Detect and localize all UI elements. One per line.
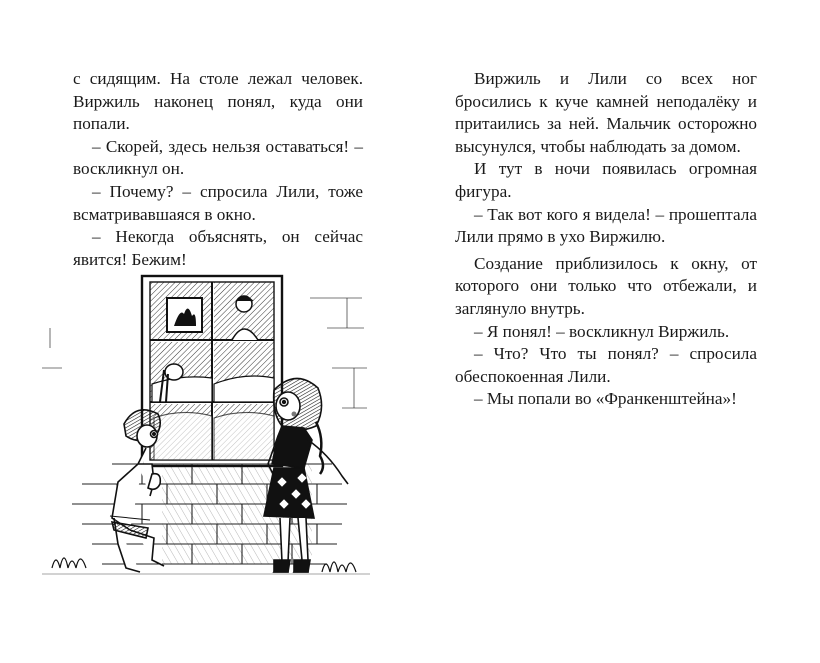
paragraph: И тут в ночи появилась огромная фигура.: [455, 159, 757, 201]
paragraph: – Так вот кого я видела! – прошептала Лили прямо в ухо Виржилю.: [455, 204, 757, 247]
paragraph: – Почему? – спросила Лили, тоже всматривавшаяся в окно.: [73, 181, 363, 224]
paragraph: – Мы попали во «Франкенштейна»!: [474, 389, 737, 409]
paragraph: – Скорей, здесь нельзя оставаться! – воскликнул он.: [73, 136, 363, 179]
paragraph: Виржиль и Лили со всех ног бросились к куче камней неподалёку и притаились за ней. Мальчик осторожно высунулся, чтобы наблюдать за домом.: [455, 69, 757, 156]
paragraph: – Я понял! – воскликнул Виржиль.: [474, 321, 730, 341]
paragraph: с сидящим. На столе лежал человек. Виржиль наконец понял, куда они попали.: [73, 69, 363, 134]
paragraph: Создание приблизилось к окну, от которого они только что отбежали, и заглянуло внутрь.: [455, 253, 757, 318]
paragraph: – Что? Что ты понял? – спросила обеспокоенная Лили.: [455, 344, 757, 386]
window: [142, 276, 282, 466]
paragraph: – Некогда объяснять, он сейчас явится! Бежим!: [73, 227, 363, 269]
boy-figure: [110, 410, 164, 572]
right-page-text: [455, 68, 757, 411]
left-page-text: [73, 68, 363, 271]
illustration: [42, 268, 370, 586]
right-page: [410, 0, 820, 663]
